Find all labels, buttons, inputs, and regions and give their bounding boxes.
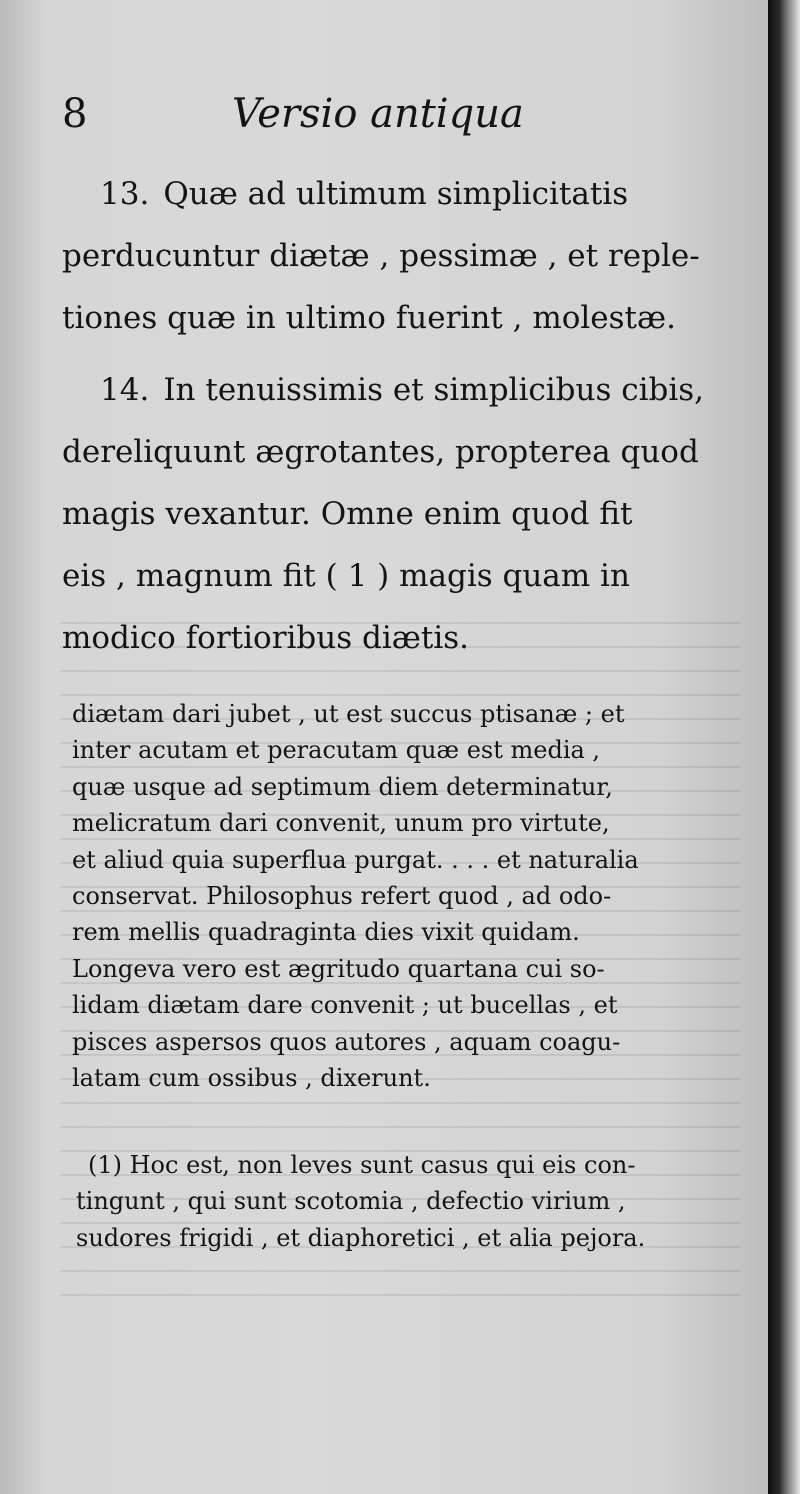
footnote-paragraph	[76, 1147, 724, 1256]
commentary-line: rem mellis quadraginta dies vixit quidam.	[72, 918, 580, 947]
paragraph-13-line-1-text: Quæ ad ultimum simplicitatis	[163, 176, 629, 212]
page-edge-shadow	[768, 0, 800, 1494]
commentary-line: lidam diætam dare convenit ; ut bucellas , et	[72, 991, 618, 1020]
commentary-line: conservat. Philosophus refert quod , ad odo-	[72, 882, 612, 911]
running-title: Versio antiqua	[232, 91, 524, 137]
commentary-line: Longeva vero est ægritudo quartana cui so-	[72, 954, 605, 983]
commentary-line: latam cum ossibus , dixerunt.	[72, 1064, 431, 1093]
paragraph-13-line-3: tiones quæ in ultimo fuerint , molestæ.	[62, 300, 676, 336]
paragraph-14-number: 14.	[100, 372, 150, 408]
paragraph-14-line-5: modico fortioribus diætis.	[62, 620, 470, 656]
paragraph-14-line-3: magis vexantur. Omne enim quod fit	[62, 496, 633, 532]
commentary-paragraph	[72, 696, 720, 1096]
paragraph-13-number: 13.	[100, 176, 150, 212]
page-header	[62, 92, 702, 142]
paragraph-14-line-4: eis , magnum fit ( 1 ) magis quam in	[62, 558, 630, 594]
page-number: 8	[62, 91, 88, 137]
commentary-line: diætam dari jubet , ut est succus ptisanæ ; et	[72, 700, 625, 728]
footnote-line: tingunt , qui sunt scotomia , defectio virium ,	[76, 1187, 626, 1216]
paragraph-13-line-1	[62, 163, 710, 225]
commentary-line: inter acutam et peracutam quæ est media ,	[72, 736, 601, 765]
footnote-line: (1) Hoc est, non leves sunt casus qui eis con-	[88, 1151, 636, 1179]
paragraph-14-line-1-text: In tenuissimis et simplicibus cibis,	[163, 372, 705, 408]
footnote-block	[76, 1147, 724, 1256]
footnote-line: sudores frigidi , et diaphoretici , et alia pejora.	[76, 1223, 646, 1252]
commentary-line: et aliud quia superflua purgat. . . . et naturalia	[72, 845, 639, 874]
paragraph-14-line-2: dereliquunt ægrotantes, propterea quod	[62, 434, 699, 470]
paragraph-14-line-1	[62, 359, 710, 421]
paragraph-13	[62, 163, 710, 349]
paragraph-13-line-2: perducuntur diætæ , pessimæ , et reple-	[62, 238, 700, 274]
commentary-block	[72, 696, 720, 1096]
commentary-line: quæ usque ad septimum diem determinatur,	[72, 772, 613, 801]
main-text	[62, 163, 710, 669]
commentary-line: melicratum dari convenit, unum pro virtute,	[72, 809, 610, 838]
commentary-line: pisces aspersos quos autores , aquam coagu-	[72, 1027, 621, 1056]
paragraph-14	[62, 359, 710, 669]
